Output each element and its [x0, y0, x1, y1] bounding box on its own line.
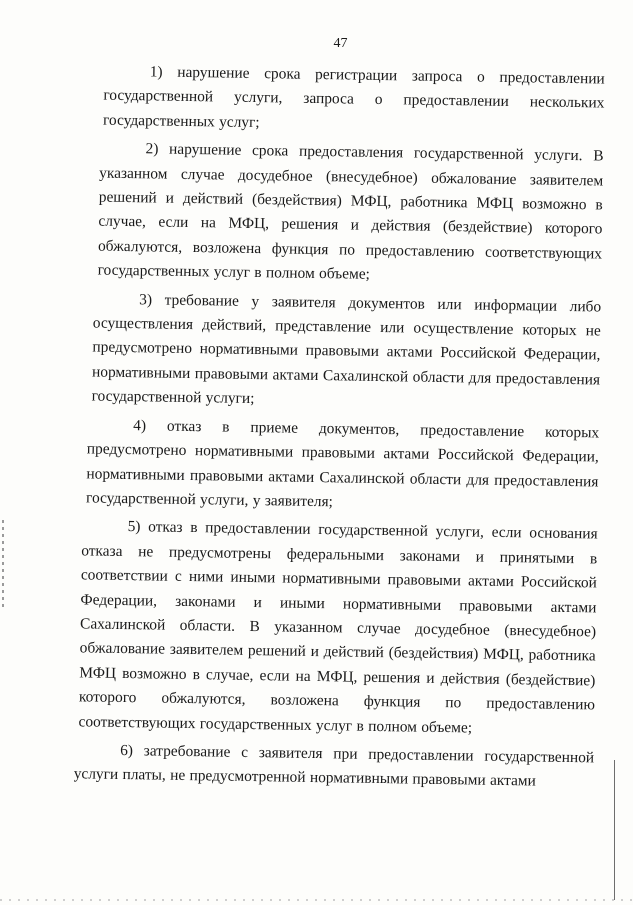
paragraph-text: 1) нарушение срока регистрации запроса о предоставлении государственной услуги, запроса о предоставлении нескольких государственных услуг; — [102, 63, 605, 131]
scan-edge-line — [614, 760, 615, 900]
paragraph-text: 5) отказ в предоставлении государственной услуги, если основания отказа не предусмотрены федеральными законами и принятыми в соответствии с ними иными нормативными правовыми актами Российской Федерации, законами и иными нормативными правовыми актами Сахалинской области. В указанном случае досудебное (внесудебное) обжалование заявителем решений и действий (бездействия) МФЦ, работника МФЦ возможно в случае, если на МФЦ, решения и действия (бездействие) которого обжалуются, возложена функция по предоставлению соответствующих государственных услуг в полном объеме; — [78, 518, 598, 737]
paragraph-item-1 — [0, 58, 633, 141]
paragraph-item-2 — [0, 135, 632, 291]
scan-bottom-marks — [0, 899, 633, 901]
paragraph-text: 2) нарушение срока предоставления государственной услуги. В указанном случае досудебное (внесудебное) обжалование заявителем решений и действий (бездействия) МФЦ, работника МФЦ возможно в случае, если на МФЦ, решения и действия (бездействие) которого обжалуются, возложена функция по предоставлению соответствующих государственных услуг в полном объеме; — [97, 140, 604, 284]
document-body — [0, 58, 633, 800]
paragraph-item-5 — [0, 513, 626, 743]
page-number: 47 — [333, 36, 348, 51]
paragraph-item-6 — [0, 737, 622, 796]
paragraph-text: 6) затребование с заявителя при предоставлении государственной услуги платы, не предусмотренной нормативными правовыми актами — [73, 741, 595, 790]
paragraph-text: 3) требование у заявителя документов или информации либо осуществления действий, представление или осуществление которых не предусмотрено нормативными правовыми актами Российской Федерации, нормативными правовыми актами Сахалинской области для предоставления государственной услуги; — [91, 290, 602, 408]
scan-edge-marks — [2, 520, 4, 610]
paragraph-item-4 — [0, 412, 627, 520]
paragraph-item-3 — [0, 286, 629, 418]
paragraph-text: 4) отказ в приеме документов, предоставление которых предусмотрено нормативными правовыми актами Российской Федерации, нормативными правовыми актами Сахалинской области для предоставления государственной услуги, у заявителя; — [85, 416, 600, 511]
